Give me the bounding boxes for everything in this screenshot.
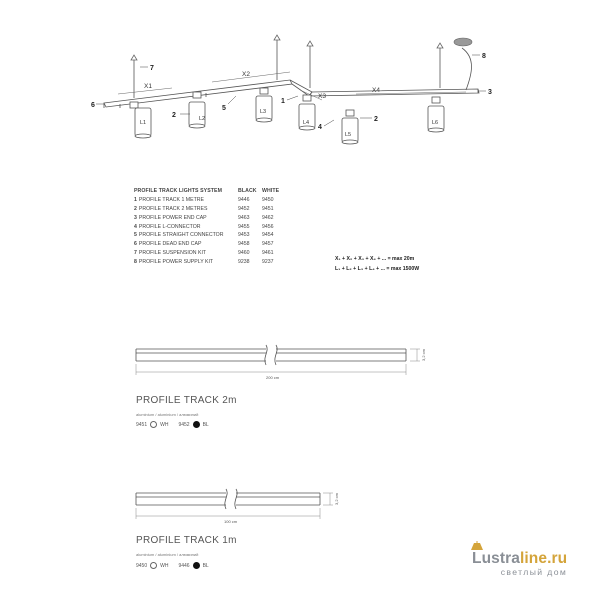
- component-name: PROFILE TRACK 1 METRE: [138, 196, 204, 203]
- component-number: 8: [134, 259, 137, 266]
- code-white: 9456: [262, 223, 274, 230]
- lustraline-logo[interactable]: [472, 550, 567, 577]
- white-swatch-icon: [150, 562, 157, 569]
- track-segment-2: [290, 80, 312, 96]
- track-1m-codes: [136, 562, 209, 569]
- black-swatch-icon: [193, 421, 200, 428]
- component-name: PROFILE SUSPENSION KIT: [138, 250, 207, 257]
- label-black: BL: [202, 562, 209, 569]
- track-2m-title: PROFILE TRACK 2m: [136, 395, 237, 406]
- code-black: 9446: [178, 562, 190, 569]
- code-white: 9237: [262, 259, 274, 266]
- power-formula: L₁ + L₂ + L₃ + L₄ + ... = max 1500W: [335, 266, 420, 272]
- power-supply-cable: [462, 48, 472, 90]
- spotlight: [342, 110, 358, 144]
- callout-label: 3: [488, 89, 492, 96]
- code-white: 9451: [136, 421, 148, 428]
- track-segment-3: [309, 89, 479, 96]
- code-white: 9450: [136, 562, 148, 569]
- callout-label: 6: [91, 102, 95, 109]
- column-white: WHITE: [262, 188, 280, 194]
- component-number: 7: [134, 250, 137, 257]
- code-white: 9451: [262, 205, 274, 212]
- component-cell: [134, 224, 200, 230]
- track-1m-material: aluminium / aluminium / алюминий: [136, 552, 199, 557]
- component-number: 1: [134, 196, 137, 203]
- length-formula: X₁ + X₂ + X₃ + X₄ + ... = max 20m: [335, 256, 415, 262]
- spotlight: [428, 97, 444, 132]
- track-2m-codes: [136, 421, 209, 428]
- component-number: 6: [134, 241, 137, 248]
- lamp-icon: [470, 541, 484, 551]
- track-1m-drawing: [0, 481, 600, 541]
- component-cell: [134, 232, 223, 238]
- component-name: PROFILE POWER END CAP: [138, 214, 207, 221]
- component-cell: [134, 259, 213, 265]
- lamp-label: L4: [303, 120, 310, 126]
- spotlight: [189, 92, 205, 128]
- component-number: 5: [134, 232, 137, 239]
- code-black: 9458: [238, 241, 250, 248]
- black-swatch-icon: [193, 562, 200, 569]
- component-cell: [134, 206, 207, 212]
- lamp-label: L6: [432, 120, 439, 126]
- code-black: 9238: [238, 259, 250, 266]
- component-name: PROFILE TRACK 2 METRES: [138, 205, 208, 212]
- track-2m-drawing: [0, 335, 600, 395]
- component-cell: [134, 241, 201, 247]
- component-cell: [134, 215, 207, 221]
- code-black: 9452: [178, 421, 190, 428]
- label-black: BL: [202, 421, 209, 428]
- track-1m-title: PROFILE TRACK 1m: [136, 535, 237, 546]
- label-white: WH: [160, 562, 169, 569]
- code-black: 9463: [238, 214, 250, 221]
- code-black: 9446: [238, 196, 250, 203]
- code-white: 9450: [262, 196, 274, 203]
- callout-label: 2: [172, 112, 176, 119]
- component-name: PROFILE STRAIGHT CONNECTOR: [138, 232, 224, 239]
- component-name: PROFILE L-CONNECTOR: [138, 223, 201, 230]
- white-swatch-icon: [150, 421, 157, 428]
- label-white: WH: [160, 421, 169, 428]
- component-cell: [134, 197, 204, 203]
- length-dimension: 100 cm: [224, 519, 238, 524]
- code-black: 9460: [238, 250, 250, 257]
- logo-text: [472, 550, 567, 568]
- callout-label: 2: [374, 116, 378, 123]
- logo-text-part2: line.ru: [519, 550, 568, 567]
- component-number: 3: [134, 214, 137, 221]
- length-label: X1: [144, 83, 152, 90]
- length-label: X4: [372, 87, 380, 94]
- code-white: 9457: [262, 241, 274, 248]
- assembly-diagram: [0, 0, 600, 180]
- code-white: 9454: [262, 232, 274, 239]
- component-name: PROFILE DEAD END CAP: [138, 241, 202, 248]
- column-black: BLACK: [238, 188, 257, 194]
- component-number: 2: [134, 205, 137, 212]
- lamp-label: L5: [345, 132, 352, 138]
- callout-label: 4: [318, 124, 322, 131]
- logo-subtitle: светлый дом: [500, 567, 568, 577]
- height-dimension: 3,2 cm: [421, 348, 426, 361]
- lamp-label: L3: [260, 109, 267, 115]
- callout-label: 8: [482, 53, 486, 60]
- code-white: 9462: [262, 214, 274, 221]
- length-dimension: 200 cm: [266, 375, 280, 380]
- code-black: 9452: [238, 205, 250, 212]
- callout-label: 5: [222, 105, 226, 112]
- power-supply-canopy: [454, 38, 472, 46]
- code-white: 9461: [262, 250, 274, 257]
- callout-label: 7: [150, 65, 154, 72]
- lamp-label: L1: [140, 120, 147, 126]
- track-2m-material: aluminium / aluminium / алюминий: [136, 412, 199, 417]
- lamp-label: L2: [199, 116, 206, 122]
- length-label: X3: [318, 93, 326, 100]
- length-label: X2: [242, 71, 250, 78]
- callout-label: 1: [281, 98, 285, 105]
- component-cell: [134, 250, 206, 256]
- code-black: 9455: [238, 223, 250, 230]
- logo-text-part1: Lustra: [472, 550, 520, 567]
- component-name: PROFILE POWER SUPPLY KIT: [138, 259, 214, 266]
- component-number: 4: [134, 223, 137, 230]
- table-title: PROFILE TRACK LIGHTS SYSTEM: [134, 188, 223, 194]
- height-dimension: 3,2 cm: [334, 492, 339, 505]
- code-black: 9453: [238, 232, 250, 239]
- spotlight: [256, 88, 272, 122]
